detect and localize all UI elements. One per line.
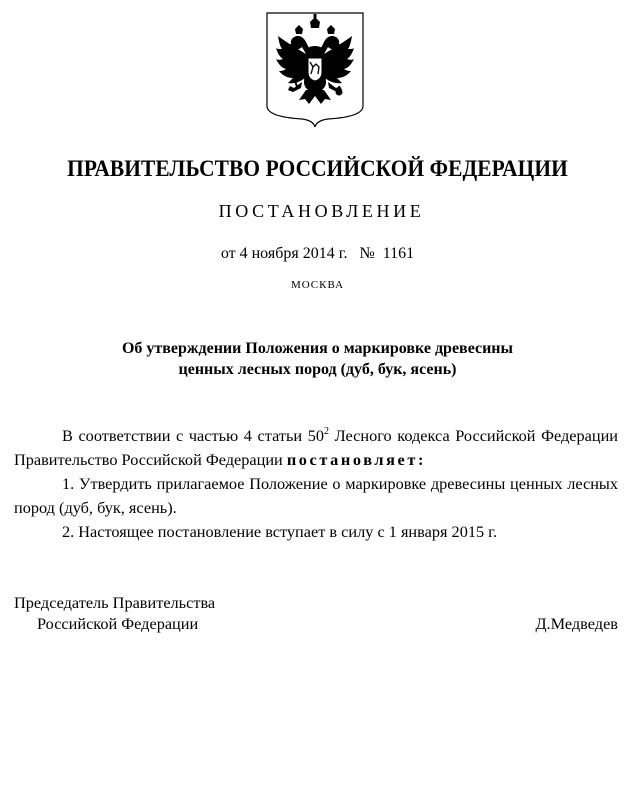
date-number-line: [0, 243, 635, 265]
paragraph-preamble: [14, 424, 618, 472]
paragraph-item-1: 1. Утвердить прилагаемое Положение о маркировке древесины ценных лесных пород (дуб, бук, ясень).: [14, 474, 618, 517]
preamble-text: В соответствии с частью 4 статьи 50: [62, 426, 325, 445]
document-title: [0, 338, 635, 380]
government-heading: ПРАВИТЕЛЬСТВО РОССИЙСКОЙ ФЕДЕРАЦИИ: [67, 156, 568, 181]
signatory-name: Д.Медведев: [535, 614, 618, 633]
paragraph-item-2: 2. Настоящее постановление вступает в силу с 1 января 2015 г.: [62, 522, 498, 541]
document-date: от 4 ноября 2014 г.: [220, 245, 348, 262]
signatory-position: [14, 592, 215, 634]
coat-of-arms-icon: [266, 12, 364, 128]
document-body: [14, 424, 618, 544]
superscript: 2: [324, 426, 330, 437]
number-sign: №: [359, 245, 375, 262]
position-line-1: Председатель Правительства: [14, 593, 216, 612]
decree-word: постановляет:: [286, 450, 426, 469]
document-number: 1161: [382, 245, 415, 262]
title-line-1: Об утверждении Положения о маркировке древесины: [121, 340, 514, 357]
city: МОСКВА: [290, 279, 345, 291]
document-type: ПОСТАНОВЛЕНИЕ: [218, 201, 425, 221]
title-line-2: ценных лесных пород (дуб, бук, ясень): [178, 361, 457, 378]
position-line-2: Российской Федерации: [37, 614, 199, 633]
preamble-text-cont: Лесного кодекса Российской Федерации Правительство Российской Федерации: [14, 426, 618, 469]
